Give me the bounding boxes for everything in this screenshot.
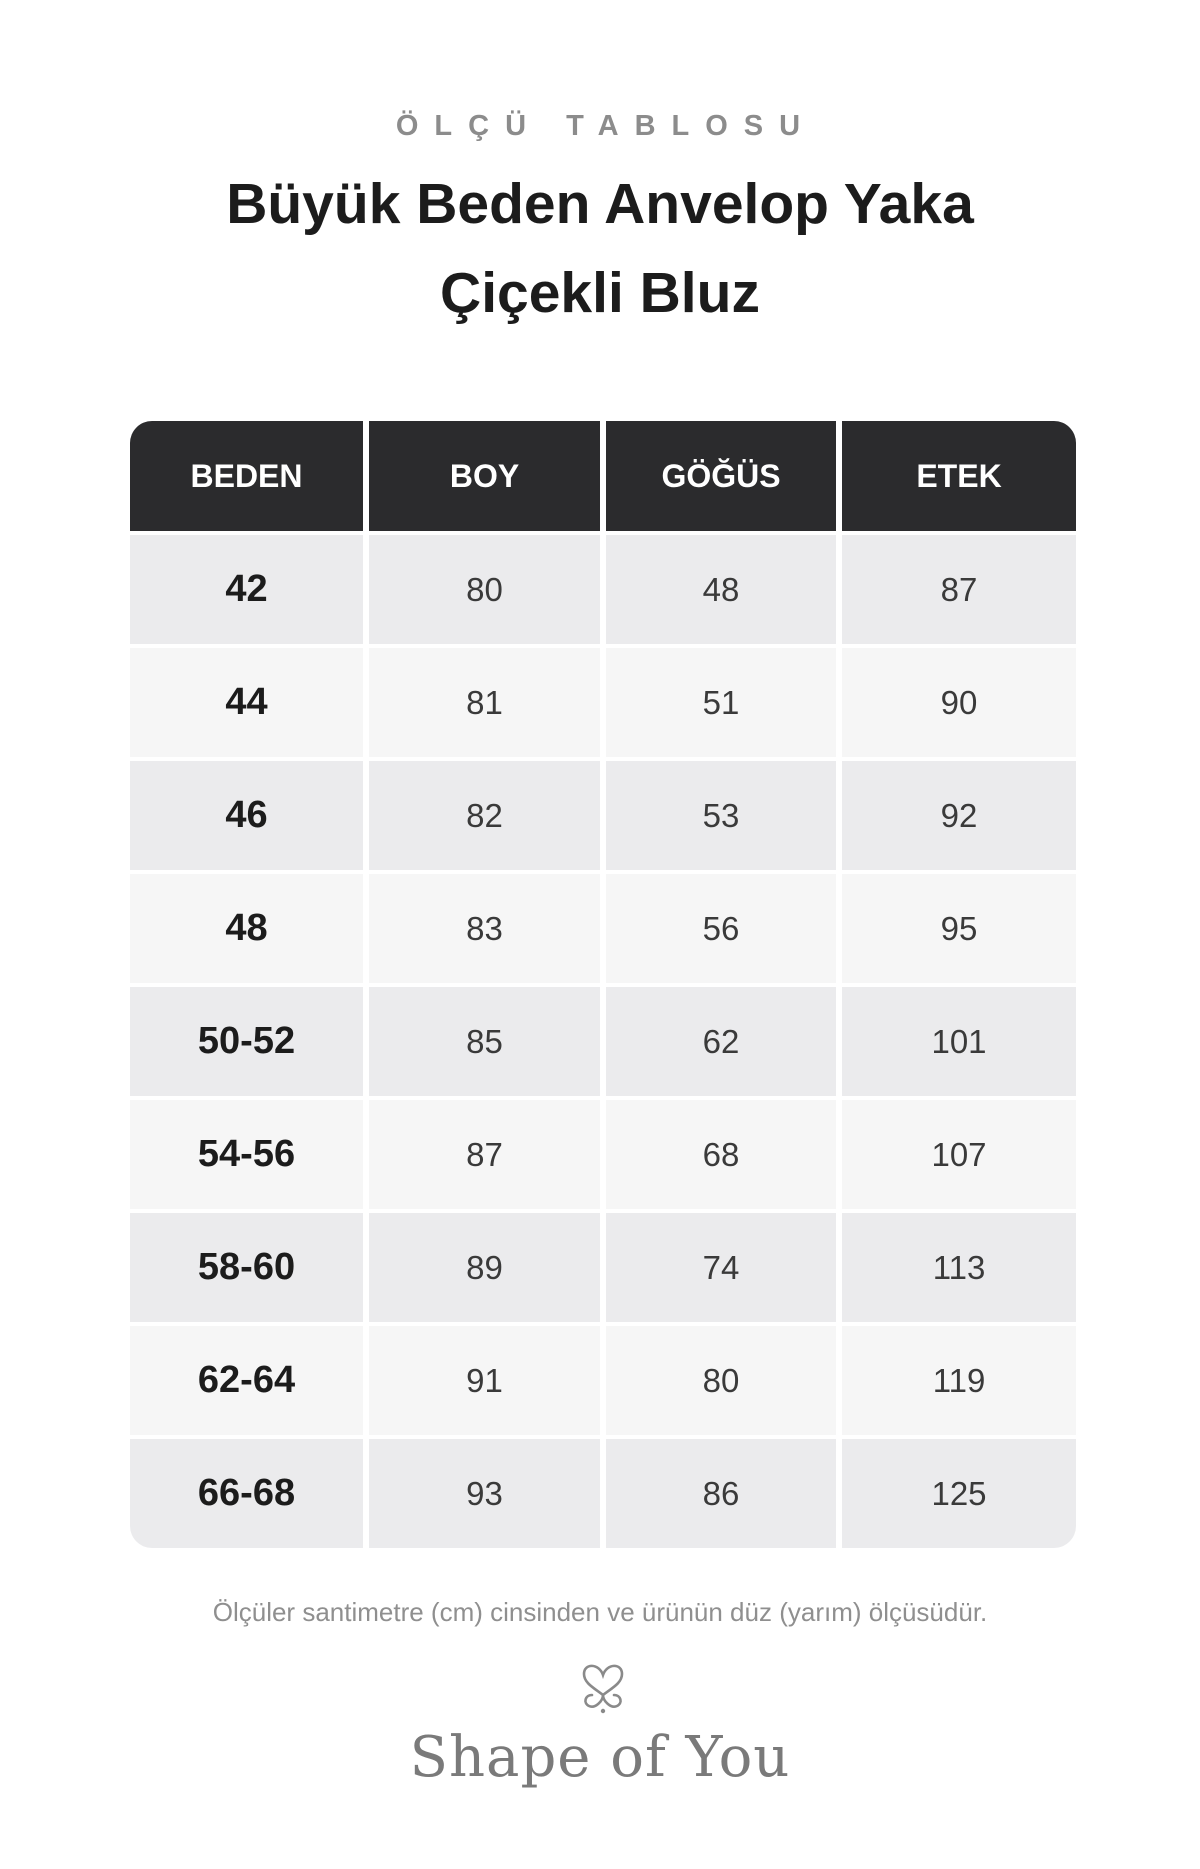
cell-beden: 58-60 (130, 1211, 366, 1324)
table-row (130, 1211, 1076, 1324)
cell-boy: 81 (366, 646, 603, 759)
cell-beden: 48 (130, 872, 366, 985)
cell-etek: 119 (839, 1324, 1076, 1437)
header-row (130, 421, 1076, 533)
intertwined-hearts-icon (572, 1655, 634, 1717)
page-title: Büyük Beden Anvelop Yaka Çiçekli Bluz (226, 172, 974, 325)
cell-gogus: 48 (603, 533, 839, 646)
cell-beden: 44 (130, 646, 366, 759)
cell-etek: 92 (839, 759, 1076, 872)
measurement-note: Ölçüler santimetre (cm) cinsinden ve ürünün düz (yarım) ölçüsüdür. (212, 1597, 988, 1627)
cell-boy: 82 (366, 759, 603, 872)
cell-boy: 83 (366, 872, 603, 985)
column-header-boy: BOY (366, 421, 603, 533)
cell-gogus: 53 (603, 759, 839, 872)
brand-logo-text: Shape of You (409, 1725, 791, 1790)
table-row (130, 533, 1076, 646)
column-header-etek: ETEK (839, 421, 1076, 533)
table-row (130, 872, 1076, 985)
column-header-beden: BEDEN (130, 421, 366, 533)
cell-boy: 89 (366, 1211, 603, 1324)
cell-boy: 85 (366, 985, 603, 1098)
cell-beden: 66-68 (130, 1437, 366, 1548)
table-row (130, 1324, 1076, 1437)
cell-beden: 62-64 (130, 1324, 366, 1437)
cell-gogus: 56 (603, 872, 839, 985)
page-kicker: ÖLÇÜ TABLOSU (395, 110, 817, 142)
cell-boy: 80 (366, 533, 603, 646)
cell-beden: 42 (130, 533, 366, 646)
table-row (130, 759, 1076, 872)
cell-boy: 93 (366, 1437, 603, 1548)
cell-boy: 87 (366, 1098, 603, 1211)
size-table-body (130, 533, 1076, 1548)
table-row (130, 1098, 1076, 1211)
cell-etek: 95 (839, 872, 1076, 985)
cell-etek: 107 (839, 1098, 1076, 1211)
cell-gogus: 68 (603, 1098, 839, 1211)
cell-gogus: 62 (603, 985, 839, 1098)
cell-etek: 101 (839, 985, 1076, 1098)
cell-beden: 46 (130, 759, 366, 872)
cell-beden: 50-52 (130, 985, 366, 1098)
cell-beden: 54-56 (130, 1098, 366, 1211)
cell-gogus: 74 (603, 1211, 839, 1324)
size-table-header (130, 421, 1076, 533)
table-row (130, 646, 1076, 759)
cell-etek: 90 (839, 646, 1076, 759)
cell-etek: 125 (839, 1437, 1076, 1548)
cell-gogus: 86 (603, 1437, 839, 1548)
cell-gogus: 80 (603, 1324, 839, 1437)
size-table-container (130, 421, 1076, 1548)
column-header-gogus: GÖĞÜS (603, 421, 839, 533)
cell-boy: 91 (366, 1324, 603, 1437)
cell-gogus: 51 (603, 646, 839, 759)
table-row (130, 1437, 1076, 1548)
cell-etek: 113 (839, 1211, 1076, 1324)
cell-etek: 87 (839, 533, 1076, 646)
size-table (130, 421, 1076, 1548)
table-row (130, 985, 1076, 1098)
